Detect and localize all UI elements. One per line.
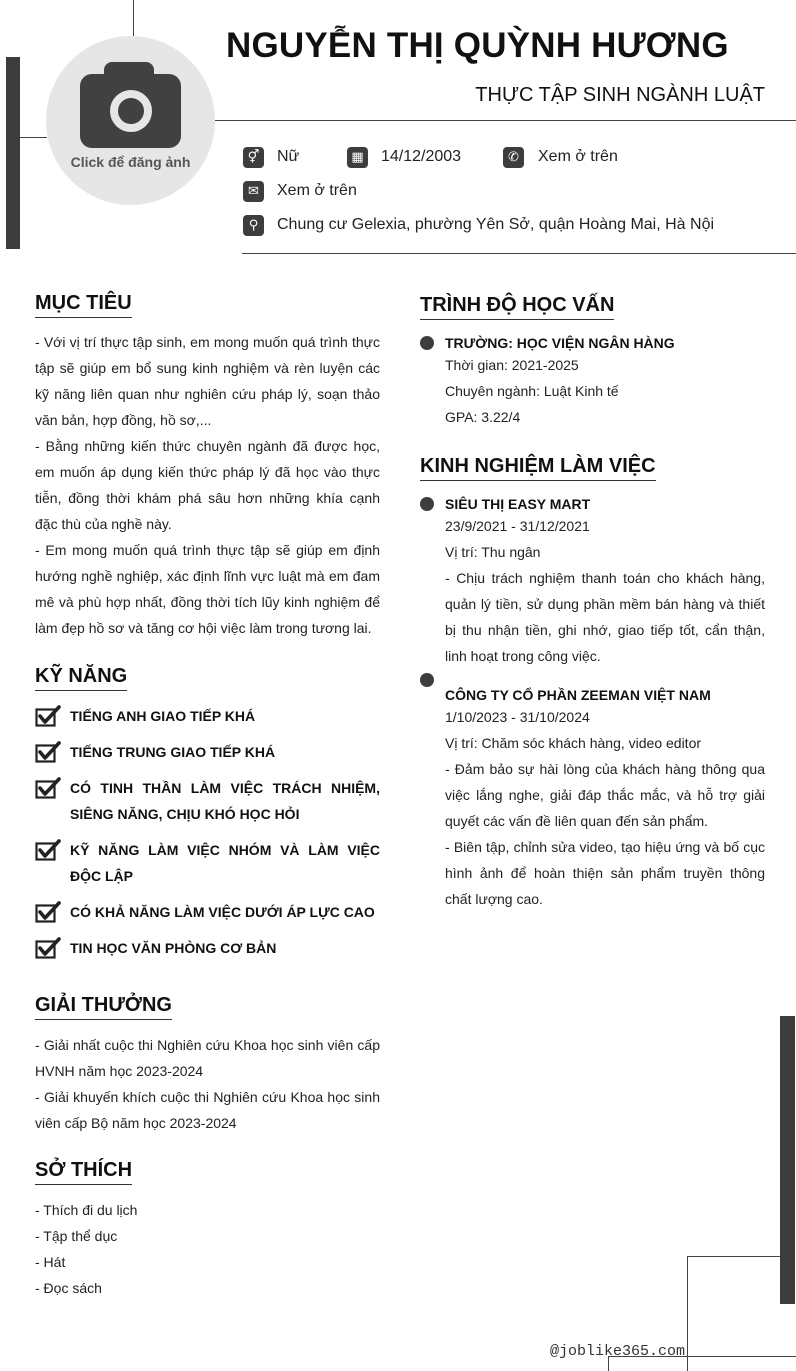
- job-period: 1/10/2023 - 31/10/2024: [445, 709, 590, 725]
- hobby-item: - Thích đi du lịch: [35, 1202, 138, 1218]
- avatar-upload-label: Click để đăng ảnh: [70, 154, 191, 170]
- skill-label: KỸ NĂNG LÀM VIỆC NHÓM VÀ LÀM VIỆC ĐỘC LẬP: [70, 842, 380, 884]
- skill-item: [35, 703, 380, 729]
- checkbox-checked-icon: [35, 901, 61, 923]
- experience-bullet: [420, 497, 434, 511]
- experience-entry: [445, 494, 765, 669]
- award-item: - Giải nhất cuộc thi Nghiên cứu Khoa học sinh viên cấp HVNH năm học 2023-2024: [35, 1037, 380, 1079]
- school-name: TRƯỜNG: HỌC VIỆN NGÂN HÀNG: [445, 335, 675, 351]
- skill-item: [35, 935, 380, 961]
- footer-watermark[interactable]: @joblike365.com: [550, 1343, 686, 1360]
- skill-label: TIẾNG ANH GIAO TIẾP KHÁ: [70, 708, 256, 724]
- objective-paragraph: - Với vị trí thực tập sinh, em mong muốn quá trình thực tập sẽ giúp em bổ sung kinh nghiệm và rèn luyện các kỹ năng liên quan như nghiên cứu pháp lý, soạn thảo văn bản, hợp đồng, hồ sơ,...: [35, 334, 380, 428]
- left-accent-bar: [6, 57, 20, 249]
- hobby-item: - Đọc sách: [35, 1280, 102, 1296]
- checkbox-checked-icon: [35, 839, 61, 861]
- job-detail: - Đảm bảo sự hài lòng của khách hàng thông qua việc lắng nghe, giải đáp thắc mắc, và hỗ trợ giải quyết các vấn đề liên quan đến sản phẩm.: [445, 761, 765, 829]
- skill-item: [35, 775, 380, 827]
- phone-icon: ✆: [503, 147, 524, 168]
- info-divider: [242, 253, 796, 254]
- experience-title: KINH NGHIỆM LÀM VIỆC: [420, 455, 656, 481]
- experience-bullet: [420, 673, 434, 687]
- checkbox-checked-icon: [35, 741, 61, 763]
- education-major: Chuyên ngành: Luật Kinh tế: [445, 383, 619, 399]
- job-period: 23/9/2021 - 31/12/2021: [445, 518, 590, 534]
- avatar-upload[interactable]: [46, 36, 215, 205]
- top-vertical-line: [133, 0, 134, 36]
- gender-icon: ⚥: [243, 147, 264, 168]
- objective-body: [35, 329, 380, 641]
- objective-paragraph: - Em mong muốn quá trình thực tập sẽ giúp em định hướng nghề nghiệp, xác định lĩnh vực luật mà em đam mê và phù hợp nhất, đồng thời tích lũy kinh nghiệm để làm đẹp hồ sơ và tăng cơ hội việc làm trong tương lai.: [35, 542, 380, 636]
- header-divider: [215, 120, 796, 121]
- hobby-item: - Tập thể dục: [35, 1228, 118, 1244]
- address-value: Chung cư Gelexia, phường Yên Sở, quận Hoàng Mai, Hà Nội: [277, 216, 715, 233]
- birthdate-value: 14/12/2003: [381, 148, 462, 165]
- job-position: Vị trí: Chăm sóc khách hàng, video editor: [445, 735, 702, 751]
- objective-paragraph: - Bằng những kiến thức chuyên ngành đã được học, em muốn áp dụng kiến thức pháp lý đã học vào thực tiễn, đồng thời khám phá sâu hơn những khía cạnh đặc thù của nghề này.: [35, 438, 380, 532]
- checkbox-checked-icon: [35, 937, 61, 959]
- skill-item: [35, 899, 380, 925]
- hobbies-body: [35, 1197, 380, 1301]
- checkbox-checked-icon: [35, 705, 61, 727]
- company-name: CÔNG TY CỔ PHẦN ZEEMAN VIỆT NAM: [445, 687, 711, 703]
- job-position: Vị trí: Thu ngân: [445, 544, 541, 560]
- awards-body: [35, 1032, 380, 1136]
- gender-value: Nữ: [277, 148, 300, 165]
- skill-label: CÓ TINH THẦN LÀM VIỆC TRÁCH NHIỆM, SIÊNG NĂNG, CHỊU KHÓ HỌC HỎI: [70, 780, 380, 822]
- checkbox-checked-icon: [35, 777, 61, 799]
- job-title: THỰC TẬP SINH NGÀNH LUẬT: [475, 84, 765, 106]
- phone-value: Xem ở trên: [538, 148, 618, 165]
- job-detail: - Biên tập, chỉnh sửa video, tạo hiệu ứng và bố cục hình ảnh để hoàn thiện sản phẩm truyền thông chất lượng cao.: [445, 839, 765, 907]
- education-title: TRÌNH ĐỘ HỌC VẤN: [420, 294, 614, 320]
- skill-label: CÓ KHẢ NĂNG LÀM VIỆC DƯỚI ÁP LỰC CAO: [70, 904, 375, 920]
- candidate-name: NGUYỄN THỊ QUỲNH HƯƠNG: [226, 26, 729, 65]
- job-detail: - Chịu trách nghiệm thanh toán cho khách hàng, quản lý tiền, sử dụng phần mềm bán hàng và thiết bị thu nhận tiền, ghi nhớ, giao tiếp tốt, cẩn thận, linh hoạt trong công việc.: [445, 570, 765, 664]
- award-item: - Giải khuyến khích cuộc thi Nghiên cứu Khoa học sinh viên cấp Bộ năm học 2023-2024: [35, 1089, 380, 1131]
- email-value: Xem ở trên: [277, 182, 357, 199]
- experience-entry: [445, 685, 765, 912]
- skill-label: TIN HỌC VĂN PHÒNG CƠ BẢN: [70, 940, 277, 956]
- email-icon: ✉: [243, 181, 264, 202]
- education-time: Thời gian: 2021-2025: [445, 357, 579, 373]
- skills-title: KỸ NĂNG: [35, 665, 127, 691]
- left-horizontal-line: [20, 137, 47, 138]
- education-entry: [445, 333, 765, 430]
- calendar-icon: ▦: [347, 147, 368, 168]
- hobby-item: - Hát: [35, 1254, 66, 1270]
- skill-item: [35, 739, 380, 765]
- right-accent-bar: [780, 1016, 795, 1304]
- company-name: SIÊU THỊ EASY MART: [445, 496, 591, 512]
- skill-item: [35, 837, 380, 889]
- skill-label: TIẾNG TRUNG GIAO TIẾP KHÁ: [70, 744, 276, 760]
- education-bullet: [420, 336, 434, 350]
- corner-frame: [687, 1256, 780, 1371]
- awards-title: GIẢI THƯỞNG: [35, 994, 172, 1020]
- education-gpa: GPA: 3.22/4: [445, 409, 521, 425]
- location-icon: ⚲: [243, 215, 264, 236]
- objective-title: MỤC TIÊU: [35, 292, 132, 318]
- hobbies-title: SỞ THÍCH: [35, 1159, 132, 1185]
